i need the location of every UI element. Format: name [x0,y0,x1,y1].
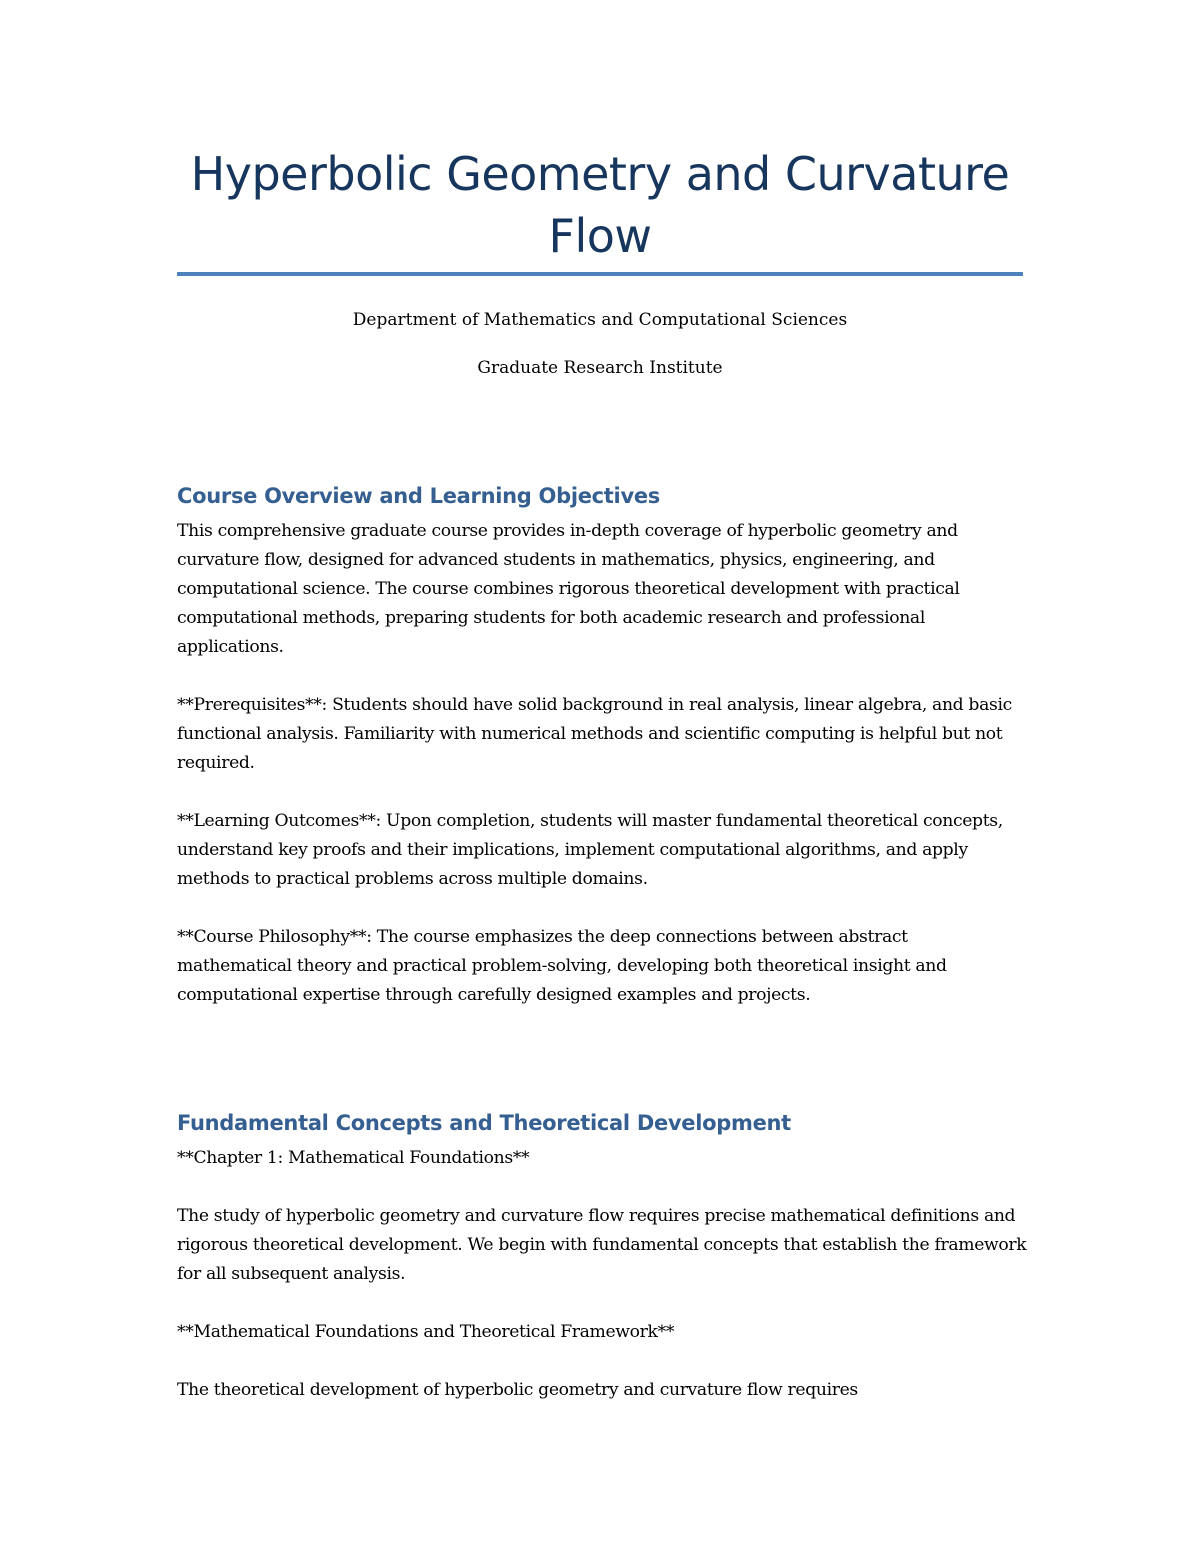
section-heading-overview: Course Overview and Learning Objectives [177,484,660,508]
section-heading-fundamentals: Fundamental Concepts and Theoretical Development [177,1111,791,1135]
framework-subheading: **Mathematical Foundations and Theoretical Framework** [177,1322,675,1342]
framework-paragraph: The theoretical development of hyperbolic geometry and curvature flow requires [177,1380,858,1400]
institute-name: Graduate Research Institute [477,358,723,378]
document-page [177,0,1025,1553]
document-title: Hyperbolic Geometry and Curvature Flow [190,147,1010,263]
prerequisites-paragraph: **Prerequisites**: Students should have solid background in real analysis, linear algebra, and basic functional analysis. Familiarity with numerical methods and scientific computing is helpful but not required. [177,695,1012,773]
title-underline [177,272,1023,276]
overview-intro-paragraph: This comprehensive graduate course provides in-depth coverage of hyperbolic geometry and curvature flow, designed for advanced students in mathematics, physics, engineering, and computational science. The course combines rigorous theoretical development with practical computational methods, preparing students for both academic research and professional applications. [177,521,960,657]
foundations-intro-paragraph: The study of hyperbolic geometry and curvature flow requires precise mathematical definitions and rigorous theoretical development. We begin with fundamental concepts that establish the framework for all subsequent analysis. [177,1206,1027,1284]
learning-outcomes-paragraph: **Learning Outcomes**: Upon completion, students will master fundamental theoretical concepts, understand key proofs and their implications, implement computational algorithms, and apply methods to practical problems across multiple domains. [177,811,1003,889]
course-philosophy-paragraph: **Course Philosophy**: The course emphasizes the deep connections between abstract mathematical theory and practical problem-solving, developing both theoretical insight and computational expertise through carefully designed examples and projects. [177,927,947,1005]
chapter-1-label: **Chapter 1: Mathematical Foundations** [177,1148,530,1168]
department-name: Department of Mathematics and Computational Sciences [352,310,848,330]
